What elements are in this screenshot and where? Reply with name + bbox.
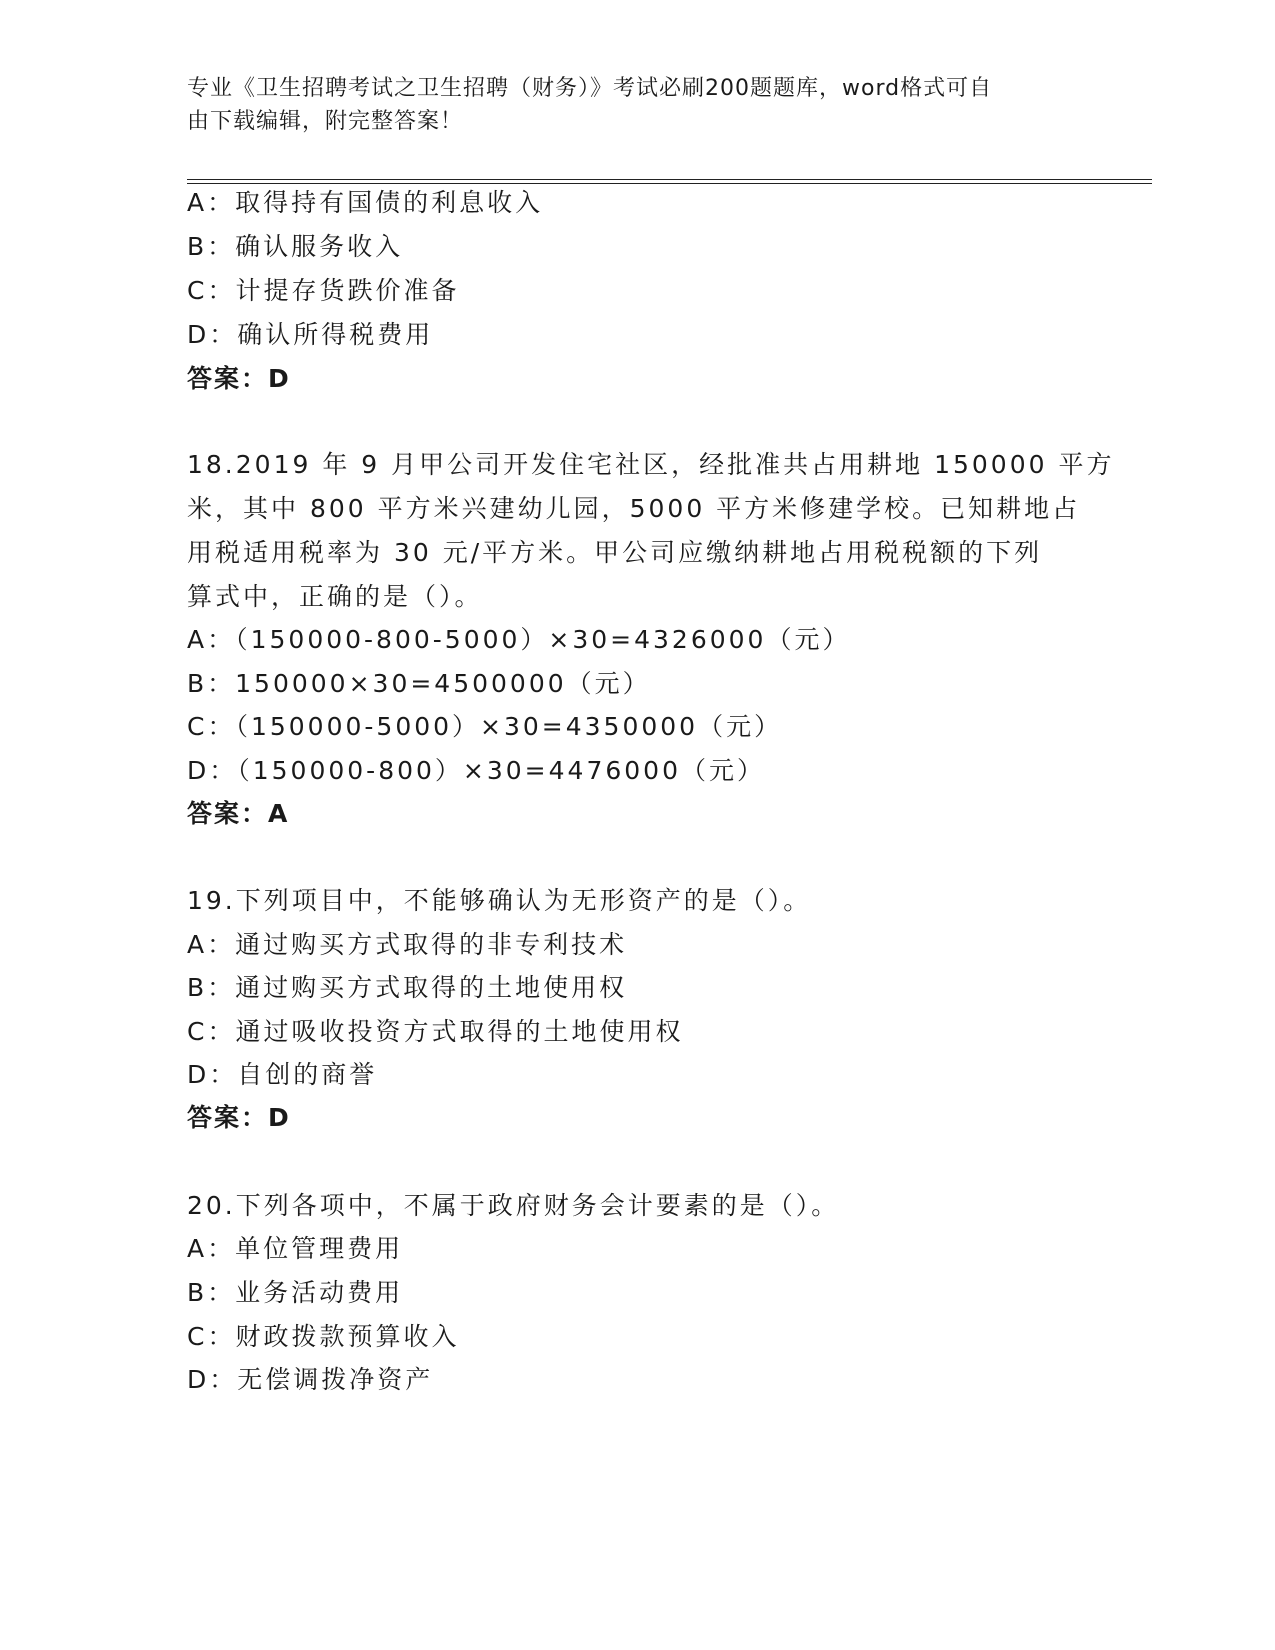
option-a: A：取得持有国债的利息收入 [187, 188, 544, 217]
option-c: C：计提存货跌价准备 [187, 276, 460, 305]
answer-label: 答案：D [187, 364, 291, 393]
header-line-2: 由下载编辑，附完整答案！ [187, 109, 464, 134]
question-stem-line: 19.下列项目中，不能够确认为无形资产的是（）。 [187, 886, 812, 915]
question-stem-line: 用税适用税率为 30 元/平方米。甲公司应缴纳耕地占用税税额的下列 [187, 538, 1043, 567]
option-d: D：（150000-800）×30=4476000（元） [187, 756, 765, 785]
question-stem-line: 20.下列各项中，不属于政府财务会计要素的是（）。 [187, 1191, 840, 1220]
option-c: C：财政拨款预算收入 [187, 1322, 460, 1351]
option-d: D：自创的商誉 [187, 1060, 378, 1089]
header-divider-bottom [187, 183, 1152, 184]
option-d: D：确认所得税费用 [187, 320, 434, 349]
header-divider-top [187, 179, 1152, 180]
answer-label: 答案：D [187, 1103, 291, 1132]
question-stem-line: 算式中，正确的是（）。 [187, 582, 483, 611]
option-a: A：通过购买方式取得的非专利技术 [187, 930, 628, 959]
option-b: B：业务活动费用 [187, 1278, 404, 1307]
option-b: B：150000×30=4500000（元） [187, 669, 651, 698]
question-stem-line: 18.2019 年 9 月甲公司开发住宅社区，经批准共占用耕地 150000 平方 [187, 450, 1115, 479]
option-a: A：（150000-800-5000）×30=4326000（元） [187, 625, 851, 654]
option-a: A：单位管理费用 [187, 1234, 404, 1263]
header-line-1: 专业《卫生招聘考试之卫生招聘（财务）》考试必刷200题题库，word格式可自 [187, 76, 993, 101]
option-c: C：（150000-5000）×30=4350000（元） [187, 712, 783, 741]
question-stem-line: 米，其中 800 平方米兴建幼儿园，5000 平方米修建学校。已知耕地占 [187, 494, 1081, 523]
option-c: C：通过吸收投资方式取得的土地使用权 [187, 1017, 684, 1046]
option-b: B：通过购买方式取得的土地使用权 [187, 973, 628, 1002]
option-d: D：无偿调拨净资产 [187, 1365, 434, 1394]
document-header [187, 72, 1087, 138]
option-b: B：确认服务收入 [187, 232, 404, 261]
answer-label: 答案：A [187, 799, 290, 828]
